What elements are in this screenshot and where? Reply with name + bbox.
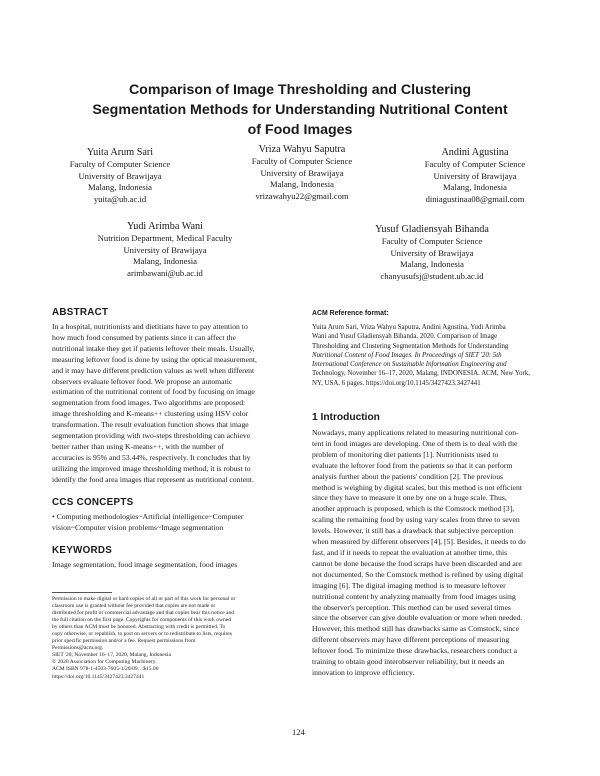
author-block bbox=[410, 146, 540, 205]
text-line: Nutritional Content of Food Images. In Proceedings of SIET '20: 5th bbox=[312, 351, 502, 359]
text-line: the observer's perception. This method can be used several times bbox=[312, 602, 511, 612]
keywords-text bbox=[52, 560, 294, 571]
author-affiliation: Nutrition Department, Medical Faculty bbox=[97, 233, 233, 243]
abstract-heading: ABSTRACT bbox=[52, 307, 109, 318]
text-line: observers evaluate leftover food. We propose an automatic bbox=[52, 376, 233, 386]
author-institution: University of Brawijaya bbox=[390, 247, 474, 258]
text-line: Permission to make digital or hard copies of all or part of this work for personal or bbox=[52, 596, 236, 602]
text-line: evaluate the leftover food from the patients so that it can perform bbox=[312, 460, 513, 470]
text-line: imaging [6]. The digital imaging method is to measure leftover bbox=[312, 580, 506, 590]
text-line: the full citation on the first page. Copyrights for components of this work owned bbox=[52, 617, 232, 624]
text-line: segmentation providing with two-steps thresholding can achieve bbox=[52, 431, 251, 441]
author-email: diniagustinaa08@gmail.com bbox=[425, 193, 525, 204]
text-line: • Computing methodologies~Artificial intelligence~Computer bbox=[52, 512, 244, 521]
text-line: method is weighing by digital scales, but this method is not efficient bbox=[312, 482, 522, 492]
text-line: International Conference on Sustainable Information Engineering and bbox=[312, 361, 507, 369]
author-block bbox=[55, 146, 185, 205]
text-line: scaling the remaining food by using vary scales from three to seven bbox=[312, 515, 520, 525]
text-line: Wani and Yusuf Gladiensyah Bihanda. 2020. Comparison of Image bbox=[312, 333, 498, 341]
author-name: Yuita Arum Sari bbox=[86, 147, 154, 158]
text-line: In a hospital, nutritionists and dietitians have to pay attention to bbox=[52, 322, 248, 331]
author-name: Andini Agustina bbox=[441, 147, 509, 158]
text-line: better rather than using K-means++, with the number of bbox=[52, 441, 224, 451]
text-line: another approach is proposed, which is the Comstock method [3], bbox=[312, 504, 515, 514]
reference-format-text bbox=[312, 323, 552, 388]
text-line: nutritional intake they get if patients leftover their meals. Usually, bbox=[52, 343, 255, 353]
text-line: Technology, November 16–17, 2020, Malang, INDONESIA. ACM, New York, bbox=[312, 370, 531, 378]
text-line: Yuita Arum Sari, Vriza Wahyu Saputra, Andini Agustina, Yudi Arimba bbox=[312, 324, 506, 331]
text-line: different observers may have different perceptions of measuring bbox=[312, 635, 510, 645]
text-line: tent in food images are developing. One of them is to deal with the bbox=[312, 438, 518, 448]
reference-format-heading: ACM Reference format: bbox=[312, 310, 389, 317]
author-email: yuita@ub.ac.id bbox=[93, 193, 147, 204]
author-institution: University of Brawijaya bbox=[260, 167, 344, 178]
text-line: NY, USA, 6 pages. https://doi.org/10.1145/3427423.3427441 bbox=[312, 379, 481, 387]
text-line: ACM ISBN 978-1-4503-7605-1/20/09…$15.00 bbox=[52, 666, 159, 673]
text-line: analysis further about the patients' condition [2]. The previous bbox=[312, 471, 504, 481]
author-name: Yusuf Gladiensyah Bihanda bbox=[375, 224, 489, 235]
author-institution: University of Brawijaya bbox=[78, 170, 162, 181]
text-line: accuracies is 95% and 53.44%, respectively. It concludes that by bbox=[52, 452, 251, 462]
text-line: innovation to improve efficiency. bbox=[312, 667, 415, 677]
author-institution: University of Brawijaya bbox=[123, 244, 207, 255]
paper-title bbox=[40, 80, 560, 140]
text-line: Nowadays, many applications related to measuring nutritional con- bbox=[312, 428, 519, 437]
author-email: chanyusufsj@student.ub.ac.id bbox=[380, 270, 484, 281]
text-line: training to obtain good interobserver reliability, but it needs an bbox=[312, 657, 505, 667]
text-line: SIET '20, November 16–17, 2020, Malang, Indonesia bbox=[52, 652, 171, 659]
text-line: since they have to measure it one by one on a huge scale. Thus, bbox=[312, 493, 507, 503]
introduction-text bbox=[312, 428, 554, 679]
text-line: estimation of the nutritional content of food by focusing on image bbox=[52, 387, 255, 397]
page-number: 124 bbox=[292, 727, 305, 737]
text-line: distributed for profit or commercial advantage and that copies bear this notice and bbox=[52, 610, 235, 617]
author-location: Malang, Indonesia bbox=[443, 182, 507, 192]
text-line: segmentation from food images. Two algorithms are proposed: bbox=[52, 398, 246, 408]
author-email: arimbawani@ub.ac.id bbox=[127, 267, 203, 278]
author-affiliation: Faculty of Computer Science bbox=[424, 159, 526, 169]
introduction-heading: 1 Introduction bbox=[312, 412, 380, 423]
text-line: image thresholding and K-means++ clustering using HSV color bbox=[52, 409, 249, 419]
text-line: vision~Computer vision problems~Image segmentation bbox=[52, 522, 224, 532]
permission-block bbox=[52, 596, 294, 681]
text-line: prior specific permission and/or a fee. Request permissions from bbox=[52, 638, 196, 645]
text-line: how much food consumed by patients since it can affect the bbox=[52, 332, 236, 342]
author-location: Malang, Indonesia bbox=[270, 179, 334, 189]
author-block bbox=[90, 220, 240, 279]
author-affiliation: Faculty of Computer Science bbox=[69, 159, 171, 169]
keywords-heading: KEYWORDS bbox=[52, 545, 113, 556]
text-line: transformation. The result evaluation function shows that image bbox=[52, 420, 249, 430]
author-name: Vriza Wahyu Saputra bbox=[258, 144, 346, 155]
author-block bbox=[232, 143, 372, 202]
text-line: utilizing the improved image thresholding method, it is robust to bbox=[52, 463, 251, 473]
text-line: Permissions@acm.org. bbox=[52, 645, 104, 652]
doi-link[interactable]: https://doi.org/10.1145/3427423.3427441 bbox=[52, 673, 145, 680]
text-line: since the observer can give double evaluation or more when needed. bbox=[312, 613, 523, 623]
ccs-heading: CCS CONCEPTS bbox=[52, 497, 134, 508]
text-line: fast, and if it needs to repeat the evaluation at another time, this bbox=[312, 547, 508, 557]
text-line: levels. However, it still has a drawback that subjective perception bbox=[312, 526, 514, 536]
title-line: of Food Images bbox=[247, 122, 353, 138]
title-line: Segmentation Methods for Understanding Nutritional Content bbox=[92, 102, 508, 118]
text-line: Image segmentation, food image segmentation, food images bbox=[52, 560, 238, 569]
text-line: copy otherwise, or republish, to post on servers or to redistribute to lists, requires bbox=[52, 631, 232, 638]
title-line: Comparison of Image Thresholding and Clustering bbox=[128, 82, 472, 98]
author-block bbox=[352, 223, 512, 282]
text-line: when measured by different observers [4], [5]. Besides, it needs to do bbox=[312, 537, 526, 547]
text-line: measuring leftover food is done by using the optical measurement, bbox=[52, 354, 257, 364]
text-line: problem of monitoring diet patients [1]. Nutritionists used to bbox=[312, 449, 499, 459]
text-line: cannot be done because the food scraps have been discarded and are bbox=[312, 558, 522, 568]
ccs-text bbox=[52, 512, 294, 534]
text-line: Thresholding and Clustering Segmentation Methods for Understanding bbox=[312, 342, 509, 350]
text-line: leftover food. To minimize these drawbacks, researchers conduct a bbox=[312, 646, 518, 656]
author-name: Yudi Arimba Wani bbox=[127, 221, 203, 232]
text-line: © 2020 Association for Computing Machinery. bbox=[52, 659, 157, 666]
author-location: Malang, Indonesia bbox=[400, 259, 464, 269]
text-line: and it may have different prediction values as well when different bbox=[52, 365, 255, 375]
author-affiliation: Faculty of Computer Science bbox=[251, 156, 353, 166]
text-line: not documented. So the Comstock method is refined by using digital bbox=[312, 569, 524, 579]
abstract-text bbox=[52, 322, 294, 486]
text-line: classroom use is granted without fee provided that copies are not made or bbox=[52, 603, 216, 610]
text-line: nutritional content by analyzing manually from food images using bbox=[312, 591, 516, 601]
text-line: However, this method still has drawbacks same as Comstock, since bbox=[312, 624, 519, 634]
text-line: by others than ACM must be honored. Abstracting with credit is permitted. To bbox=[52, 624, 226, 631]
author-affiliation: Faculty of Computer Science bbox=[381, 236, 483, 246]
author-location: Malang, Indonesia bbox=[88, 182, 152, 192]
author-institution: University of Brawijaya bbox=[433, 170, 517, 181]
footnote-rule bbox=[52, 592, 112, 593]
text-line: identify the food area images that represent as nutritional content. bbox=[52, 474, 254, 484]
author-email: vrizawahyu22@gmail.com bbox=[255, 190, 349, 201]
author-location: Malang, Indonesia bbox=[133, 256, 197, 266]
